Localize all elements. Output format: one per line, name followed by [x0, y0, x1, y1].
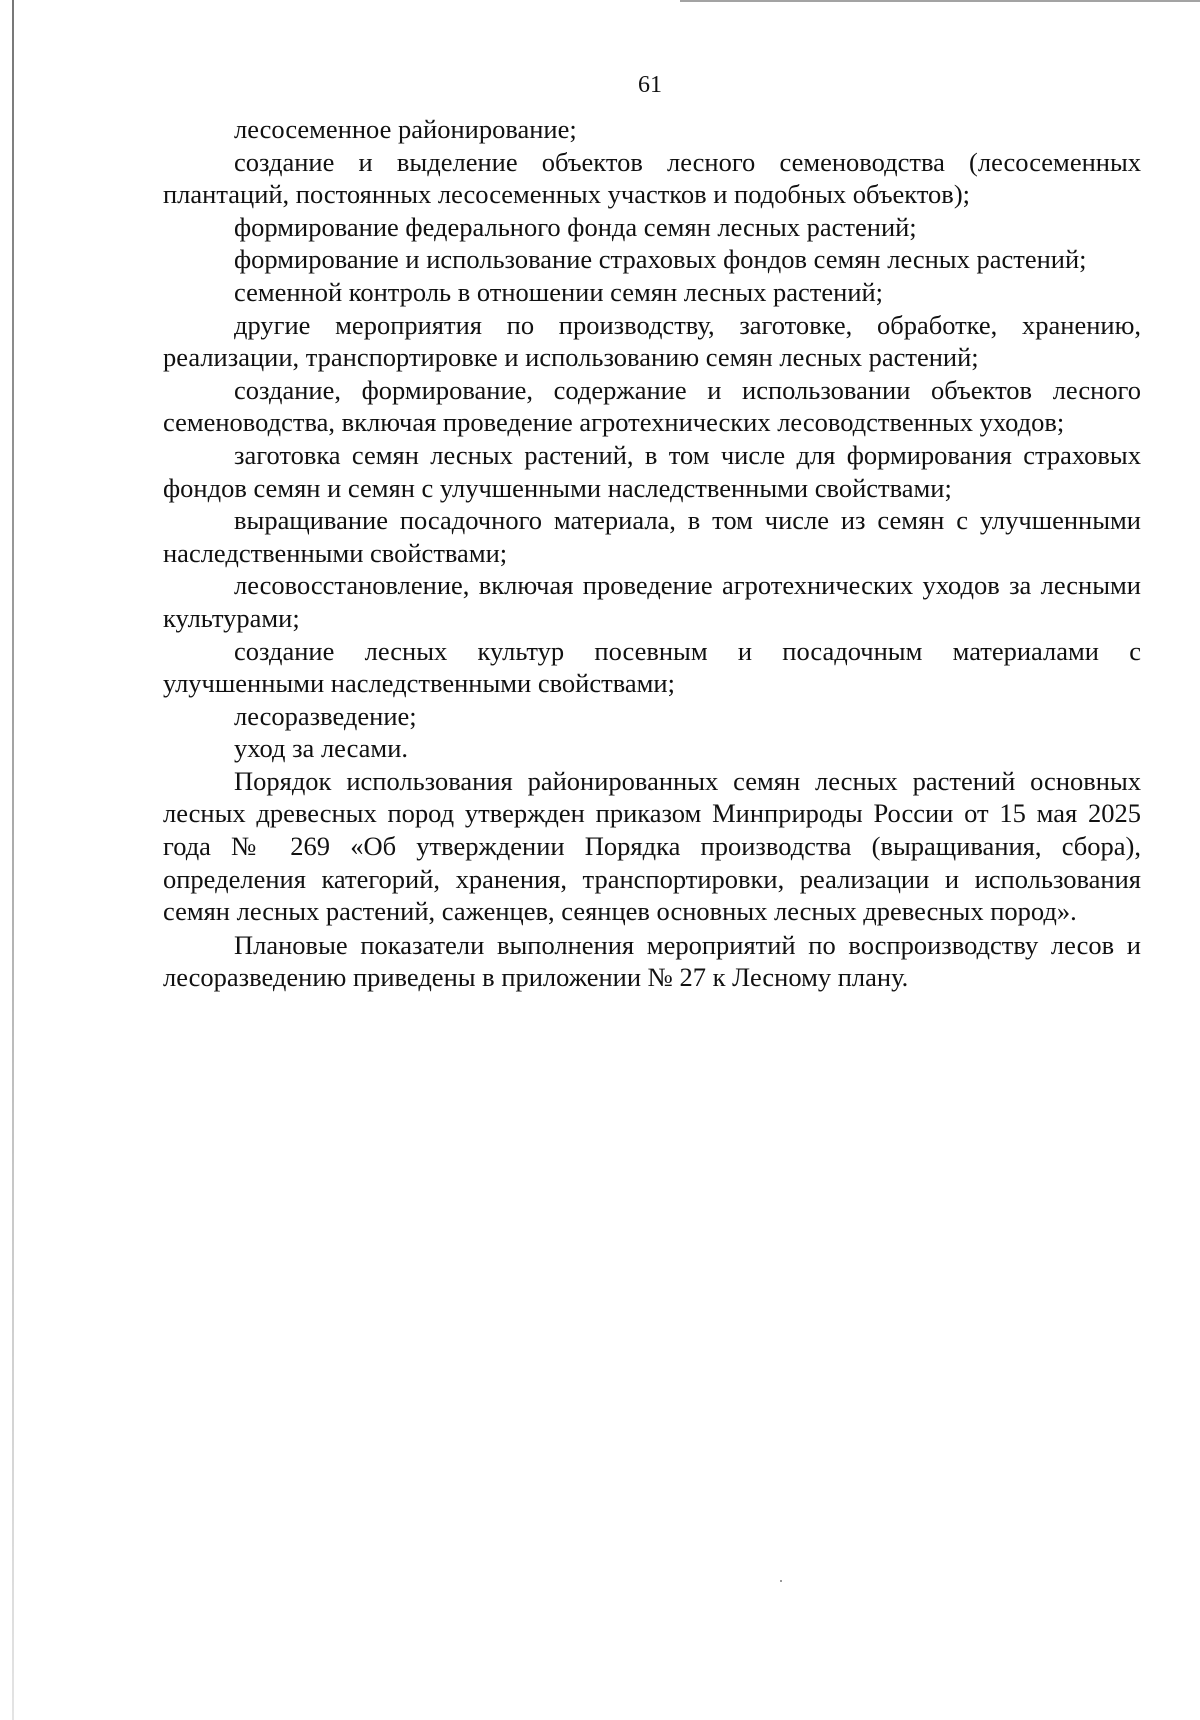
document-body	[163, 113, 1141, 994]
paragraph: заготовка семян лесных растений, в том числе для формирования страховых фондов семян и семян с улучшенными наследственными свойствами;	[163, 439, 1141, 503]
paragraph: выращивание посадочного материала, в том числе из семян с улучшенными наследственными свойствами;	[163, 505, 1141, 568]
paragraph: другие мероприятия по производству, заготовке, обработке, хранению, реализации, транспортировке и использованию семян лесных растений;	[163, 309, 1141, 373]
paragraph: формирование федерального фонда семян лесных растений;	[234, 211, 917, 242]
paragraph: лесоразведение;	[234, 700, 417, 731]
paragraph: создание лесных культур посевным и посадочным материалами с улучшенными наследственными свойствами;	[163, 635, 1141, 699]
paragraph: создание и выделение объектов лесного семеноводства (лесосеменных плантаций, постоянных лесосеменных участков и подобных объектов);	[163, 146, 1141, 210]
paragraph: уход за лесами.	[234, 733, 409, 764]
paragraph: лесовосстановление, включая проведение агротехнических уходов за лесными культурами;	[163, 570, 1141, 633]
paragraph: формирование и использование страховых фондов семян лесных растений;	[234, 244, 1087, 275]
paragraph: Плановые показатели выполнения мероприятий по воспроизводству лесов и лесоразведению приведены в приложении № 27 к Лесному плану.	[163, 929, 1141, 993]
paragraph: лесосеменное районирование;	[234, 114, 577, 144]
page-number: 61	[638, 72, 662, 98]
paragraph: Порядок использования районированных семян лесных растений основных лесных древесных пород утвержден приказом Минприроды России от 15 мая 2025 года № 269 «Об утверждении Порядка производства (выращивания, сбора), определения категорий, хранения, транспортировки, реализации и использования семян лесных растений, саженцев, сеянцев основных лесных древесных пород».	[163, 765, 1141, 927]
scan-top-edge	[680, 0, 1200, 2]
scan-speck	[780, 1580, 782, 1582]
paragraph: семенной контроль в отношении семян лесных растений;	[234, 276, 884, 307]
scan-left-edge	[12, 0, 14, 1720]
paragraph: создание, формирование, содержание и использовании объектов лесного семеноводства, включая проведение агротехнических лесоводственных уходов;	[163, 374, 1141, 438]
